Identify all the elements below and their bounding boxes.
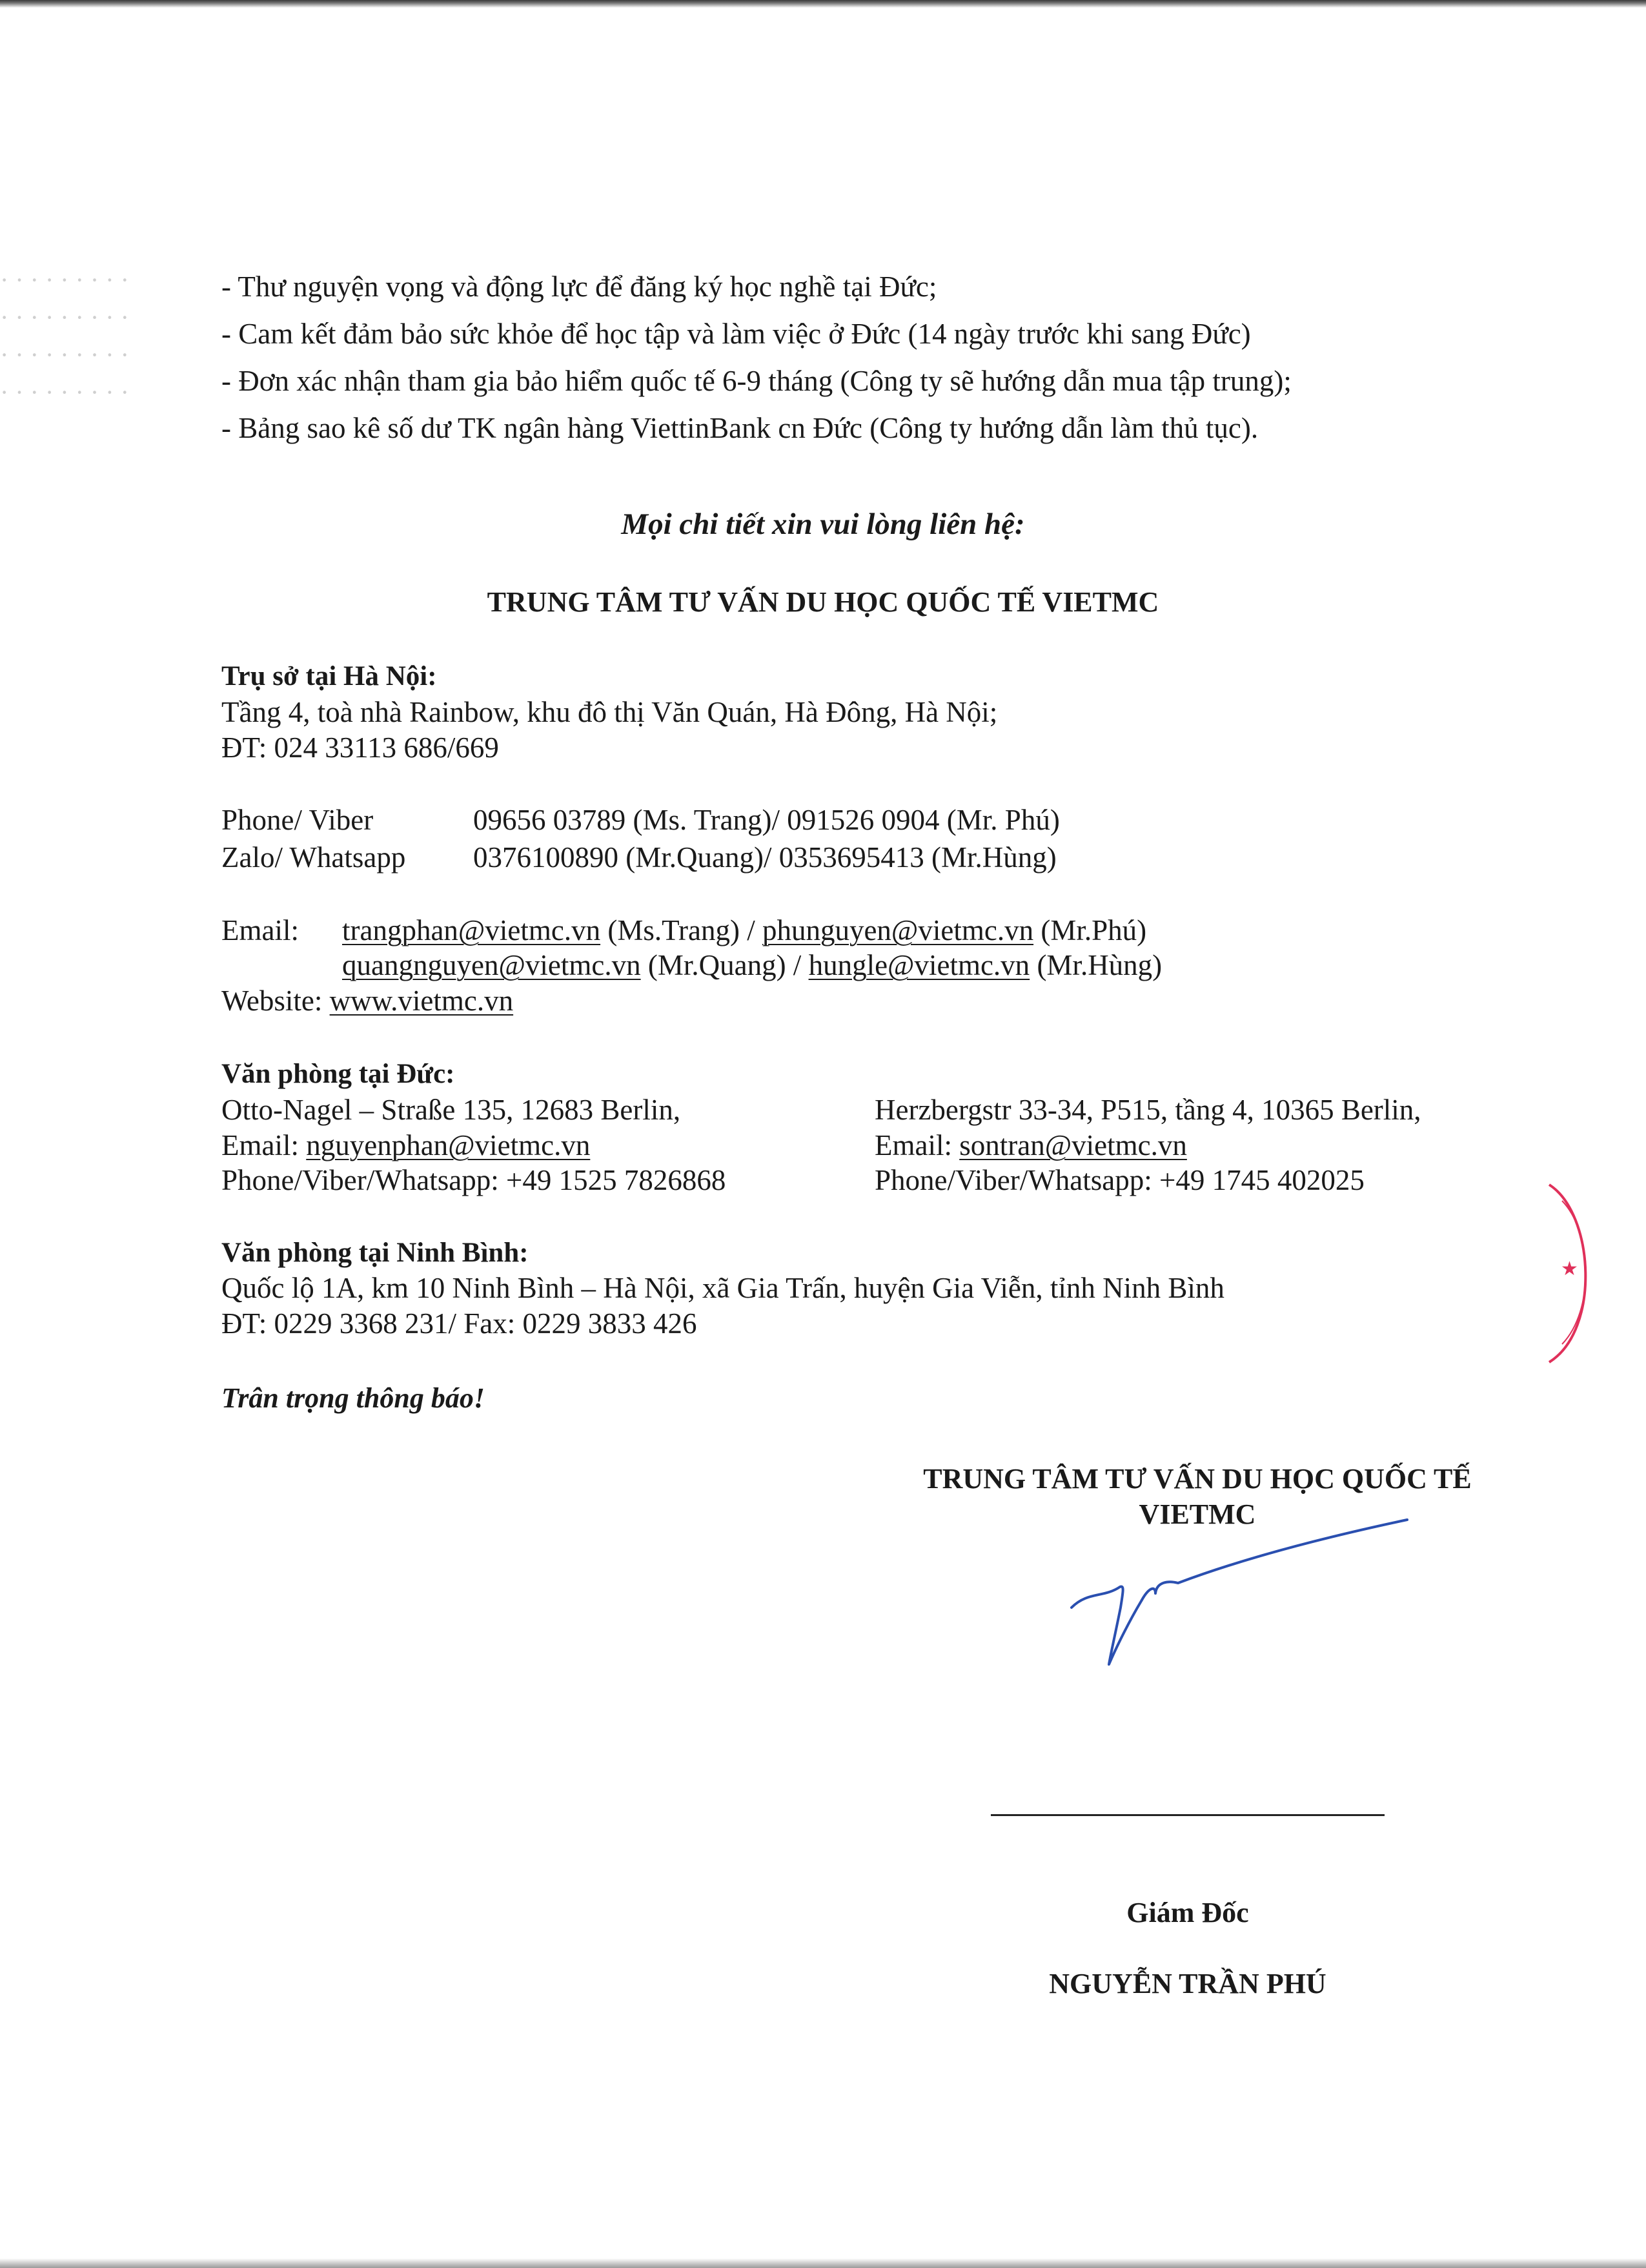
hanoi-address: Tầng 4, toà nhà Rainbow, khu đô thị Văn Quán, Hà Đông, Hà Nội; xyxy=(221,696,998,728)
scan-bottom-edge xyxy=(0,2258,1646,2268)
email-link-hung[interactable]: hungle@vietmc.vn xyxy=(808,949,1030,981)
email-link-nguyenphan[interactable]: nguyenphan@vietmc.vn xyxy=(306,1129,591,1161)
requirement-item: - Cam kết đảm bảo sức khỏe để học tập và làm việc ở Đức (14 ngày trước khi sang Đức) xyxy=(221,318,1251,350)
germany-right-phone: Phone/Viber/Whatsapp: +49 1745 402025 xyxy=(875,1164,1365,1196)
email-label: Email: xyxy=(221,1129,299,1161)
closing-text: Trân trọng thông báo! xyxy=(221,1382,485,1414)
email-owner: (Mr.Quang) / xyxy=(640,949,809,981)
requirement-item: - Thư nguyện vọng và động lực để đăng ký học nghề tại Đức; xyxy=(221,271,937,303)
email-row-1 xyxy=(342,912,1146,948)
requirement-item: - Đơn xác nhận tham gia bảo hiểm quốc tế 6-9 tháng (Công ty sẽ hướng dẫn mua tập trung); xyxy=(221,365,1292,397)
bleed-through-artifacts: · · · · · · · · · · · · · · · · · · · · · · · · · · · · · · · · · · · · xyxy=(0,265,129,407)
website-link[interactable]: www.vietmc.vn xyxy=(329,985,514,1017)
contact-heading: Mọi chi tiết xin vui lòng liên hệ: xyxy=(621,507,1025,541)
email-label: Email: xyxy=(221,914,299,946)
germany-right-email xyxy=(875,1127,1187,1163)
germany-heading: Văn phòng tại Đức: xyxy=(221,1059,455,1089)
company-stamp xyxy=(1543,1175,1646,1369)
email-link-trang[interactable]: trangphan@vietmc.vn xyxy=(342,914,601,946)
scan-top-edge xyxy=(0,0,1646,8)
email-owner: (Ms.Trang) / xyxy=(600,914,762,946)
center-name: TRUNG TÂM TƯ VẤN DU HỌC QUỐC TẾ VIETMC xyxy=(487,586,1159,618)
germany-right-address: Herzbergstr 33-34, P515, tầng 4, 10365 Berlin, xyxy=(875,1094,1421,1126)
ninhbinh-heading: Văn phòng tại Ninh Bình: xyxy=(221,1238,529,1268)
email-owner: (Mr.Hùng) xyxy=(1030,949,1163,981)
ninhbinh-phone: ĐT: 0229 3368 231/ Fax: 0229 3833 426 xyxy=(221,1307,697,1340)
germany-left-phone: Phone/Viber/Whatsapp: +49 1525 7826868 xyxy=(221,1164,726,1196)
ninhbinh-address: Quốc lộ 1A, km 10 Ninh Bình – Hà Nội, xã Gia Trấn, huyện Gia Viễn, tỉnh Ninh Bình xyxy=(221,1272,1224,1304)
phone-label: Phone/ Viber xyxy=(221,804,374,836)
signatory-name: NGUYỄN TRẦN PHÚ xyxy=(1049,1968,1326,1999)
website-label: Website: xyxy=(221,985,323,1017)
hanoi-phone: ĐT: 024 33113 686/669 xyxy=(221,731,499,764)
email-owner: (Mr.Phú) xyxy=(1033,914,1147,946)
requirements-list xyxy=(221,269,1292,457)
svg-text:★: ★ xyxy=(1561,1258,1578,1280)
email-link-phu[interactable]: phunguyen@vietmc.vn xyxy=(762,914,1034,946)
hanoi-heading: Trụ sở tại Hà Nội: xyxy=(221,661,437,691)
signature-org-line2: VIETMC xyxy=(1139,1498,1256,1530)
phone-value: 09656 03789 (Ms. Trang)/ 091526 0904 (Mr. Phú) xyxy=(473,804,1060,836)
germany-left-address: Otto-Nagel – Straße 135, 12683 Berlin, xyxy=(221,1094,681,1126)
zalo-value: 0376100890 (Mr.Quang)/ 0353695413 (Mr.Hùng) xyxy=(473,841,1057,873)
website-row xyxy=(221,983,513,1019)
requirement-item: - Bảng sao kê số dư TK ngân hàng ViettinBank cn Đức (Công ty hướng dẫn làm thủ tục). xyxy=(221,412,1259,444)
email-link-quang[interactable]: quangnguyen@vietmc.vn xyxy=(342,949,641,981)
email-label: Email: xyxy=(875,1129,952,1161)
signature-line xyxy=(991,1814,1385,1816)
email-link-sontran[interactable]: sontran@vietmc.vn xyxy=(959,1129,1187,1161)
germany-left-email xyxy=(221,1127,590,1163)
email-row-2 xyxy=(342,947,1162,983)
zalo-label: Zalo/ Whatsapp xyxy=(221,841,406,873)
handwritten-signature xyxy=(1059,1511,1420,1679)
signatory-title: Giám Đốc xyxy=(1126,1897,1249,1928)
signature-org-line1: TRUNG TÂM TƯ VẤN DU HỌC QUỐC TẾ xyxy=(923,1463,1472,1495)
